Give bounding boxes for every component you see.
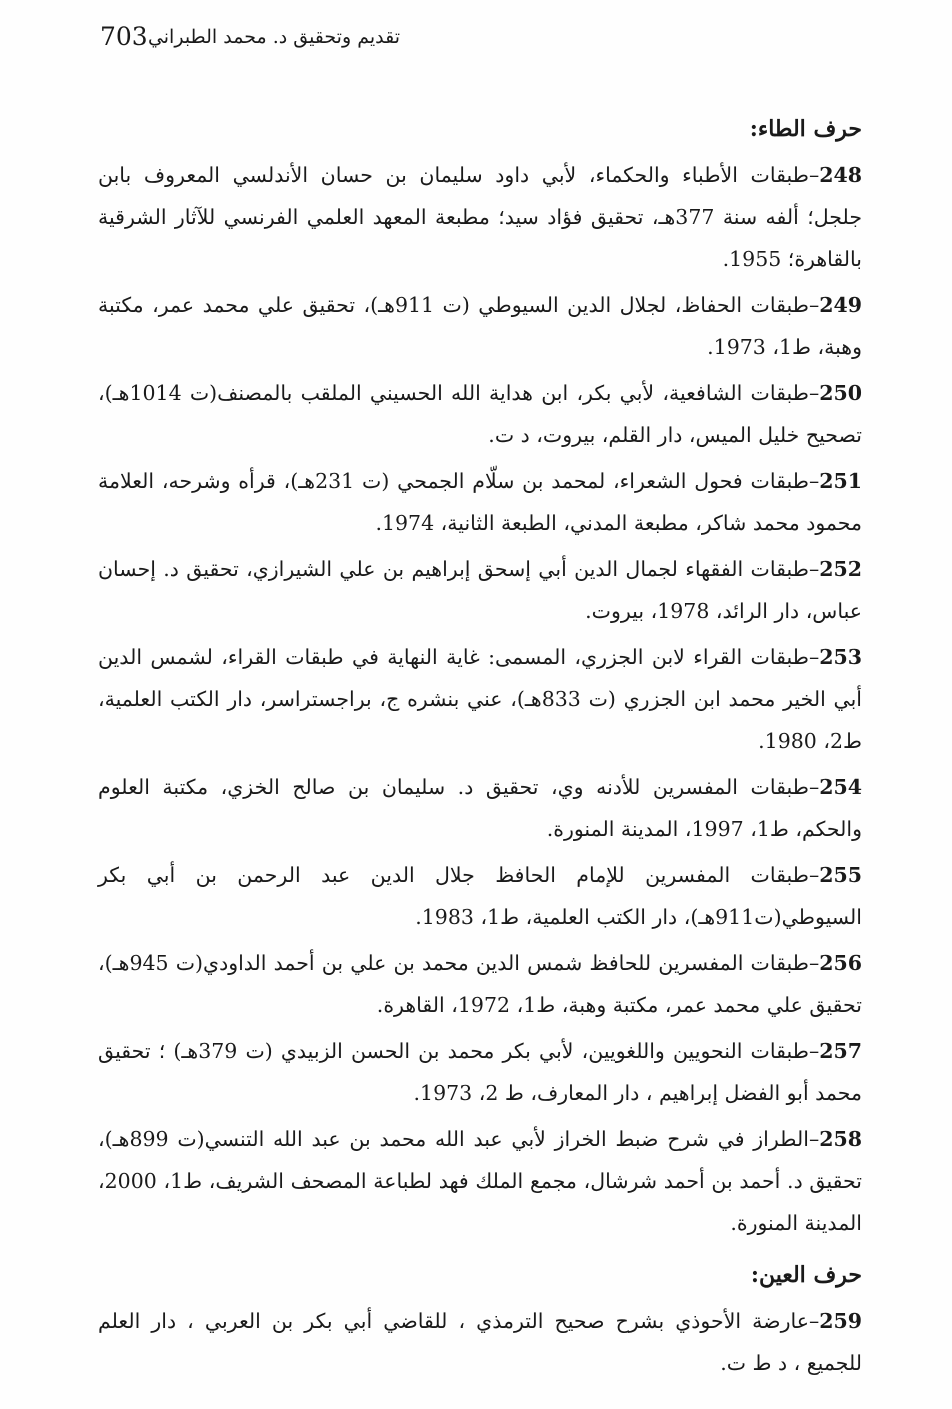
bibliography-entry xyxy=(98,766,862,850)
section-heading-ain: حرف العين: xyxy=(750,1262,862,1288)
bibliography-content xyxy=(98,112,862,1388)
entry-number: 254 xyxy=(819,775,862,799)
bibliography-entry xyxy=(98,1118,862,1244)
page-number: 703 xyxy=(100,22,148,51)
entry-text: –الطراز في شرح ضبط الخراز لأبي عبد الله محمد بن عبد الله التنسي(ت 899هـ)، تحقيق د. أحمد بن أحمد شرشال، مجمع الملك فهد لطباعة المصحف الشريف، ط1، 2000، المدينة المنورة. xyxy=(98,1127,862,1235)
running-head: تقديم وتحقيق د. محمد الطبراني xyxy=(147,26,400,48)
entry-text: –طبقات المفسرين للحافظ شمس الدين محمد بن علي بن أحمد الداودي(ت 945هـ)، تحقيق علي محمد عمر، مكتبة وهبة، ط1، 1972، القاهرة. xyxy=(98,951,862,1017)
section-heading-ta: حرف الطاء: xyxy=(749,116,862,142)
bibliography-entry xyxy=(98,460,862,544)
entry-text: –طبقات الأطباء والحكماء، لأبي داود سليمان بن حسان الأندلسي المعروف بابن جلجل؛ ألفه سنة 377هـ، تحقيق فؤاد سيد؛ مطبعة المعهد العلمي الفرنسي للآثار الشرقية بالقاهرة؛ 1955. xyxy=(98,163,862,271)
entry-number: 248 xyxy=(819,163,862,187)
bibliography-entry xyxy=(98,548,862,632)
bibliography-entry xyxy=(98,1300,862,1384)
entry-number: 258 xyxy=(819,1127,862,1151)
entry-text: –طبقات المفسرين للإمام الحافظ جلال الدين عبد الرحمن بن أبي بكر السيوطي(ت911هـ)، دار الكتب العلمية، ط1، 1983. xyxy=(98,863,862,929)
entry-text: –طبقات المفسرين للأدنه وي، تحقيق د. سليمان بن صالح الخزي، مكتبة العلوم والحكم، ط1، 1997، المدينة المنورة. xyxy=(98,775,862,841)
entry-text: –طبقات فحول الشعراء، لمحمد بن سلّام الجمحي (ت 231هـ)، قرأه وشرحه، العلامة محمود محمد شاكر، مطبعة المدني، الطبعة الثانية، 1974. xyxy=(98,469,862,535)
entry-number: 253 xyxy=(819,645,862,669)
entry-number: 256 xyxy=(819,951,862,975)
entry-number: 251 xyxy=(819,469,862,493)
entry-text: –عارضة الأحوذي بشرح صحيح الترمذي ، للقاضي أبي بكر بن العربي ، دار العلم للجميع ، د ط ت. xyxy=(98,1309,862,1375)
bibliography-entry xyxy=(98,372,862,456)
entry-text: –طبقات الفقهاء لجمال الدين أبي إسحق إبراهيم بن علي الشيرازي، تحقيق د. إحسان عباس، دار الرائد، 1978، بيروت. xyxy=(98,557,862,623)
entry-text: –طبقات النحويين واللغويين، لأبي بكر محمد بن الحسن الزبيدي (ت 379هـ) ؛ تحقيق محمد أبو الفضل إبراهيم ، دار المعارف، ط 2، 1973. xyxy=(98,1039,862,1105)
entry-text: –طبقات الحفاظ، لجلال الدين السيوطي (ت 911هـ)، تحقيق علي محمد عمر، مكتبة وهبة، ط1، 1973. xyxy=(98,293,862,359)
entry-number: 252 xyxy=(819,557,862,581)
bibliography-entry xyxy=(98,154,862,280)
bibliography-entry xyxy=(98,636,862,762)
entry-text: –طبقات الشافعية، لأبي بكر، ابن هداية الله الحسيني الملقب بالمصنف(ت 1014هـ)، تصحيح خليل الميس، دار القلم، بيروت، د ت. xyxy=(98,381,862,447)
entry-number: 249 xyxy=(819,293,862,317)
page-header xyxy=(100,22,400,62)
bibliography-entry xyxy=(98,284,862,368)
bibliography-entry xyxy=(98,942,862,1026)
entry-number: 255 xyxy=(819,863,862,887)
bibliography-entry xyxy=(98,854,862,938)
entry-number: 257 xyxy=(819,1039,862,1063)
entry-number: 259 xyxy=(819,1309,862,1333)
entry-text: –طبقات القراء لابن الجزري، المسمى: غاية النهاية في طبقات القراء، لشمس الدين أبي الخير محمد ابن الجزري (ت 833هـ)، عني بنشره ج، براجستراسر، دار الكتب العلمية، ط2، 1980. xyxy=(98,645,862,753)
entry-number: 250 xyxy=(819,381,862,405)
bibliography-entry xyxy=(98,1030,862,1114)
